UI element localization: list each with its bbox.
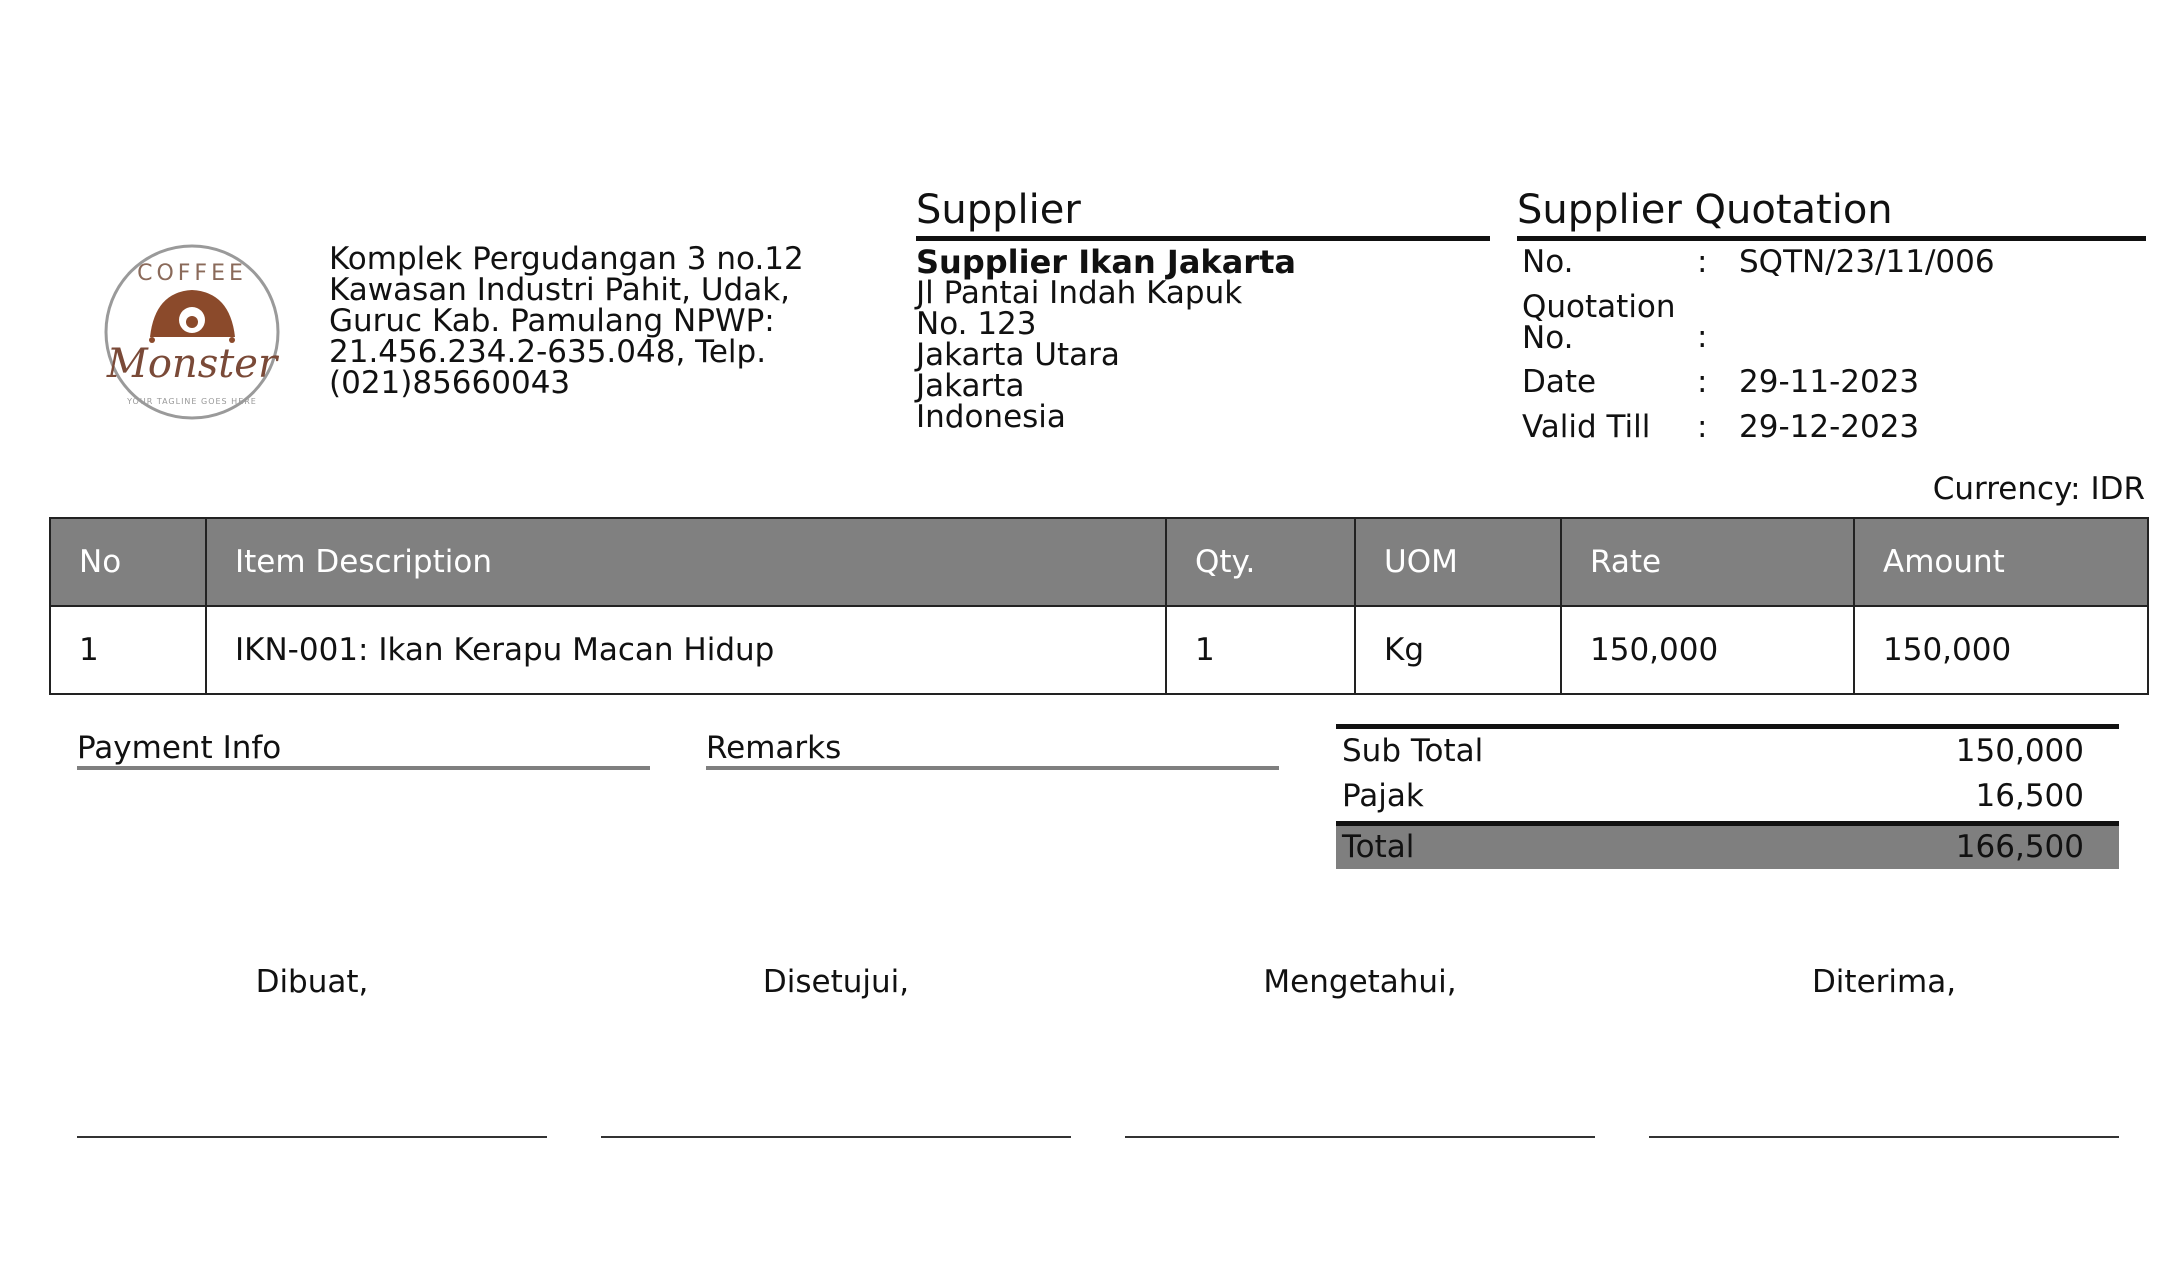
date-value: 29-11-2023 <box>1739 364 1920 400</box>
quotation-no-label: No. <box>1522 244 1574 280</box>
quotation-number-label: Quotation No. <box>1522 289 1676 356</box>
signature-label-mengetahui: Mengetahui, <box>1263 964 1457 1000</box>
quotation-heading-rule <box>1517 236 2146 241</box>
company-address-line: Guruc Kab. Pamulang NPWP: <box>329 303 775 339</box>
column-header-no: No <box>50 518 206 606</box>
tax-value: 16,500 <box>1975 778 2084 814</box>
payment-info-label: Payment Info <box>77 730 282 766</box>
logo-script-text: Monster <box>106 341 278 387</box>
sub-total-label: Sub Total <box>1342 733 1484 769</box>
field-separator: : <box>1697 364 1708 400</box>
company-address-line: (021)85660043 <box>329 365 571 401</box>
signature-label-dibuat: Dibuat, <box>255 964 369 1000</box>
company-address-line: Komplek Pergudangan 3 no.12 <box>329 241 804 277</box>
column-header-amount: Amount <box>1854 518 2148 606</box>
field-separator: : <box>1697 319 1708 355</box>
remarks-rule <box>706 766 1279 770</box>
logo-tagline: YOUR TAGLINE GOES HERE <box>127 397 257 406</box>
total-label: Total <box>1342 829 1415 865</box>
table-row <box>50 606 2148 694</box>
signature-label-disetujui: Disetujui, <box>762 964 910 1000</box>
cell-no: 1 <box>50 606 206 694</box>
column-header-rate: Rate <box>1561 518 1854 606</box>
supplier-heading-rule <box>916 236 1490 241</box>
currency-label: Currency: IDR <box>1932 471 2145 507</box>
signature-line <box>601 1136 1071 1138</box>
company-address-line: Kawasan Industri Pahit, Udak, <box>329 272 791 308</box>
remarks-label: Remarks <box>706 730 842 766</box>
signature-line <box>1649 1136 2119 1138</box>
column-header-uom: UOM <box>1355 518 1561 606</box>
valid-till-value: 29-12-2023 <box>1739 409 1920 445</box>
total-value: 166,500 <box>1955 829 2084 865</box>
quotation-heading: Supplier Quotation <box>1517 187 1893 233</box>
column-header-description: Item Description <box>206 518 1166 606</box>
date-label: Date <box>1522 364 1597 400</box>
tax-label: Pajak <box>1342 778 1424 814</box>
cell-description: IKN-001: Ikan Kerapu Macan Hidup <box>206 606 1166 694</box>
column-header-qty: Qty. <box>1166 518 1355 606</box>
items-table <box>49 517 2149 695</box>
payment-info-rule <box>77 766 650 770</box>
cell-rate: 150,000 <box>1561 606 1854 694</box>
quotation-no-value: SQTN/23/11/006 <box>1739 244 1995 280</box>
cell-uom: Kg <box>1355 606 1561 694</box>
supplier-name: Supplier Ikan Jakarta <box>916 243 1296 281</box>
signature-line <box>77 1136 547 1138</box>
valid-till-label: Valid Till <box>1522 409 1651 445</box>
table-header-row <box>50 518 2148 606</box>
signature-label-diterima: Diterima, <box>1811 964 1957 1000</box>
company-address <box>329 241 849 401</box>
company-address-line: 21.456.234.2-635.048, Telp. <box>329 334 767 370</box>
totals-top-rule <box>1336 724 2119 729</box>
company-logo <box>80 232 300 432</box>
supplier-address <box>916 275 1476 435</box>
signature-line <box>1125 1136 1595 1138</box>
logo-top-text: COFFEE <box>137 261 247 286</box>
supplier-address-line: Jakarta Utara <box>916 337 1120 373</box>
field-separator: : <box>1697 409 1708 445</box>
sub-total-value: 150,000 <box>1955 733 2084 769</box>
supplier-address-line: Indonesia <box>916 399 1066 435</box>
supplier-heading: Supplier <box>916 187 1081 233</box>
supplier-address-line: Jl Pantai Indah Kapuk <box>916 275 1243 311</box>
cell-qty: 1 <box>1166 606 1355 694</box>
supplier-address-line: No. 123 <box>916 306 1037 342</box>
cell-amount: 150,000 <box>1854 606 2148 694</box>
supplier-address-line: Jakarta <box>916 368 1025 404</box>
field-separator: : <box>1697 244 1708 280</box>
